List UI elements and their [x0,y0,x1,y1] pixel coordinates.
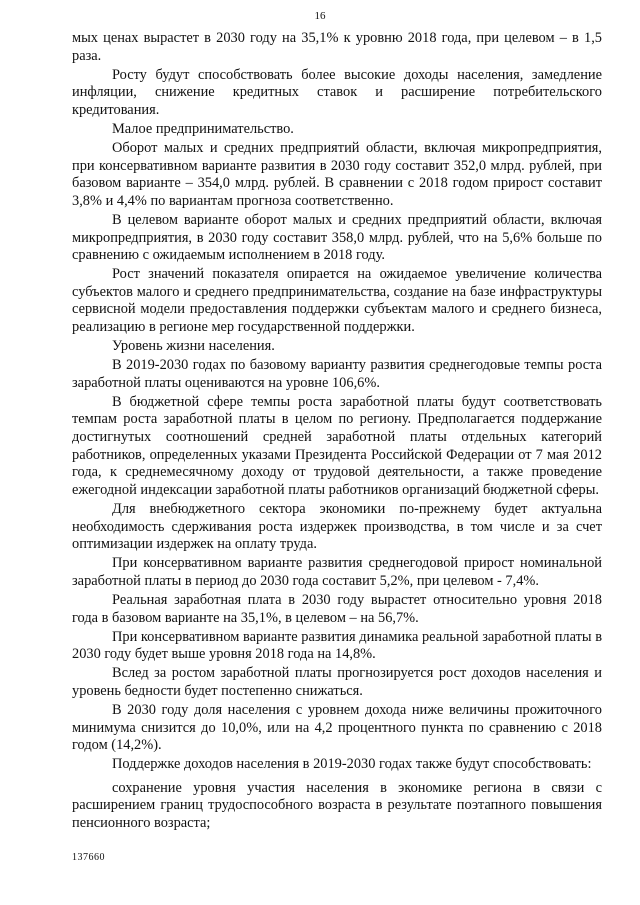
paragraph: Поддержке доходов населения в 2019-2030 годах также будут способствовать: [112,756,592,773]
paragraph: При консервативном варианте развития среднегодовой прирост номинальной заработной платы в период до 2030 года составит 5,2%, при целевом - 7,4%. [72,555,602,589]
paragraph: В 2019-2030 годах по базовому варианту развития среднегодовые темпы роста заработной платы оцениваются на уровне 106,6%. [72,357,602,391]
paragraph: Реальная заработная плата в 2030 году вырастет относительно уровня 2018 года в базовом варианте на 35,1%, в целевом – на 56,7%. [72,591,602,626]
paragraph: При консервативном варианте развития динамика реальной заработной платы в 2030 году будет выше уровня 2018 года на 14,8%. [72,628,602,663]
paragraph: сохранение уровня участия населения в экономике региона в связи с расширением границ трудоспособного возраста в результате поэтапного повышения пенсионного возраста; [72,779,602,832]
document-code: 137660 [72,852,105,863]
body-text [72,30,602,834]
paragraph: Вслед за ростом заработной платы прогнозируется рост доходов населения и уровень бедности будет постепенно снижаться. [72,665,602,699]
paragraph: Для внебюджетного сектора экономики по-прежнему будет актуальна необходимость сдерживания роста издержек производства, в том числе и за счет оптимизации издержек на оплату труда. [72,500,602,553]
paragraph: В целевом варианте оборот малых и средних предприятий области, включая микропредприятия, в 2030 году составит 358,0 млрд. рублей, что на 5,6% больше по сравнению с ожидаемым исполнением в 2018 году. [72,211,602,264]
paragraph: В бюджетной сфере темпы роста заработной платы будут соответствовать темпам роста заработной платы в целом по региону. Предполагается поддержание достигнутых соотношений средней заработной платы отдельных категорий работников, определенных указами Президента Российской Федерации от 7 мая 2012 года, к среднемесячному доходу от трудовой деятельности, а также проведение ежегодной индексации заработной платы работников организаций бюджетной сферы. [72,393,602,498]
paragraph: мых ценах вырастет в 2030 году на 35,1% к уровню 2018 года, при целевом – в 1,5 раза. [72,30,602,64]
paragraph: Росту будут способствовать более высокие доходы населения, замедление инфляции, снижение кредитных ставок и расширение потребительского кредитования. [72,66,602,118]
section-heading: Уровень жизни населения. [112,338,275,355]
paragraph: Рост значений показателя опирается на ожидаемое увеличение количества субъектов малого и среднего предпринимательства, создание на базе инфраструктуры сервисной модели предоставления поддержки субъектам малого и среднего бизнеса, реализацию в регионе мер государственной поддержки. [72,266,602,335]
section-heading: Малое предпринимательство. [112,120,294,137]
paragraph: В 2030 году доля населения с уровнем дохода ниже величины прожиточного минимума снизится до 10,0%, или на 4,2 процентного пункта по сравнению с 2018 годом (14,2%). [72,701,602,754]
page-number: 16 [314,10,326,22]
paragraph: Оборот малых и средних предприятий области, включая микропредприятия, при консервативном варианте развития в 2030 году составит 352,0 млрд. рублей, при базовом варианте – 354,0 млрд. рублей. В сравнении с 2018 годом прирост составит 3,8% и 4,4% по вариантам прогноза соответственно. [72,140,602,209]
